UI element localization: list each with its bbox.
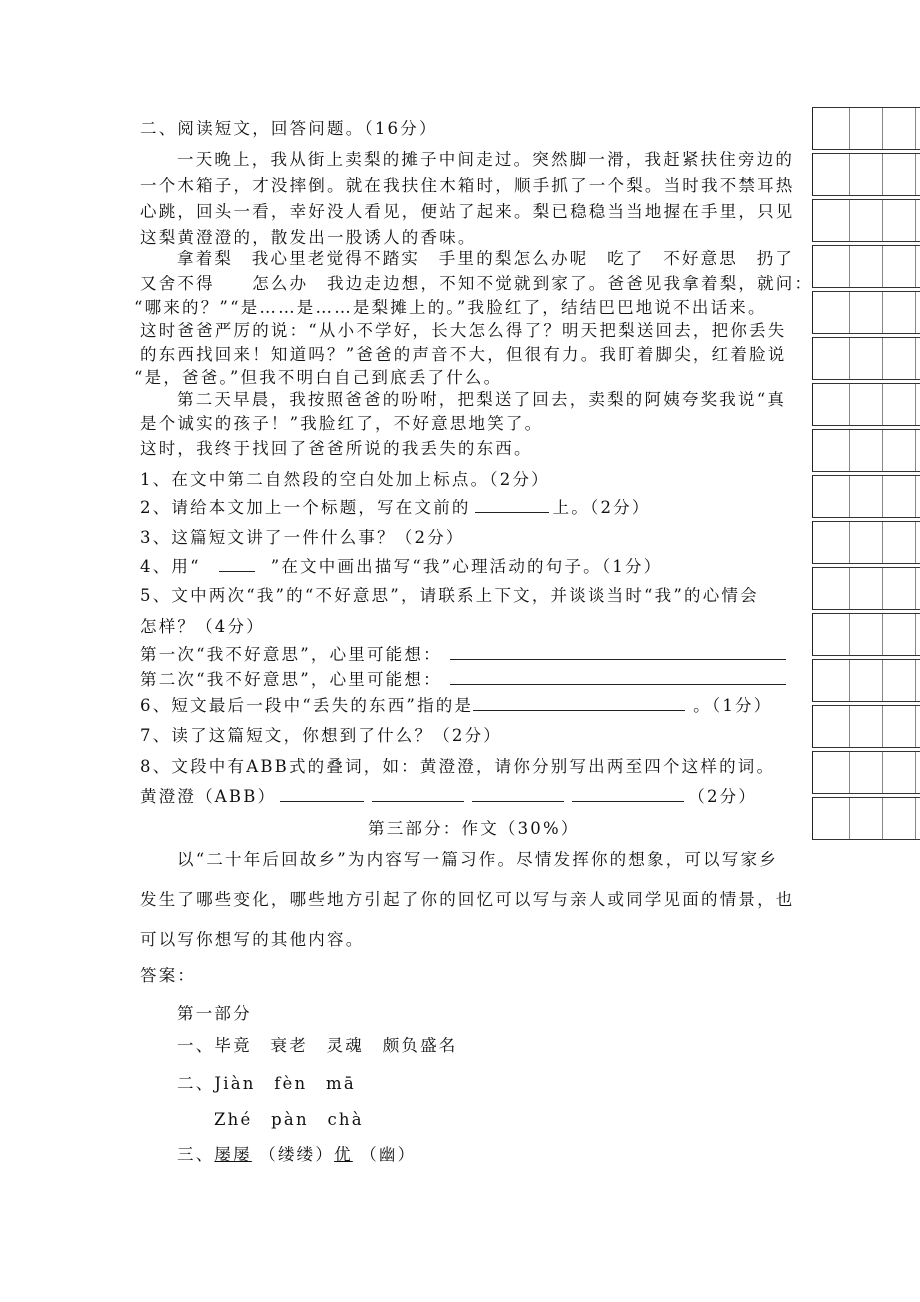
passage-line: 的东西找回来！知道吗？”爸爸的声音不大，但很有力。我盯着脚尖，红着脸说 bbox=[140, 345, 787, 364]
grid-cell-divider bbox=[849, 798, 850, 839]
underline-sample bbox=[219, 557, 255, 572]
answer-3-prefix: 三、 bbox=[177, 1145, 215, 1164]
section3-heading: 第三部分：作文（30%） bbox=[368, 819, 580, 838]
grid-row bbox=[812, 705, 920, 748]
grid-cell-divider bbox=[849, 568, 850, 609]
grid-cell-divider bbox=[882, 798, 883, 839]
essay-prompt-line: 可以写你想写的其他内容。 bbox=[140, 930, 365, 949]
grid-cell-divider bbox=[915, 660, 916, 701]
question-2 bbox=[140, 498, 651, 518]
grid-cell-divider bbox=[915, 292, 916, 333]
answer-3-correction1: （缕缕） bbox=[259, 1145, 335, 1164]
lost-thing-blank[interactable] bbox=[473, 696, 685, 711]
answer-3 bbox=[177, 1145, 416, 1165]
answers-label: 答案： bbox=[140, 966, 197, 985]
passage-line: 是个诚实的孩子！”我脸红了，不好意思地笑了。 bbox=[140, 414, 544, 433]
question-5-cont: 怎样？（4分） bbox=[140, 617, 265, 636]
grid-cell-divider bbox=[849, 706, 850, 747]
grid-row bbox=[812, 429, 920, 472]
passage-line: 这梨黄澄澄的，散发出一股诱人的香味。 bbox=[140, 228, 477, 247]
grid-cell-divider bbox=[882, 384, 883, 425]
abb-example: 黄澄澄（ABB） bbox=[140, 787, 277, 806]
passage-line: 第二天早晨，我按照爸爸的吩咐，把梨送了回去，卖梨的阿姨夸奖我说“真 bbox=[177, 390, 787, 409]
first-label: 第一次“我不好意思”，心里可能想： bbox=[140, 645, 442, 664]
grid-row bbox=[812, 107, 920, 150]
grid-row bbox=[812, 521, 920, 564]
grid-cell-divider bbox=[915, 200, 916, 241]
abb-score: （2分） bbox=[688, 787, 758, 806]
question-6-text: 6、短文最后一段中“丢失的东西”指的是 bbox=[140, 696, 474, 715]
grid-cell-divider bbox=[882, 108, 883, 149]
grid-cell-divider bbox=[915, 752, 916, 793]
essay-prompt-line: 发生了哪些变化，哪些地方引起了你的回忆可以写与亲人或同学见面的情景，也 bbox=[140, 890, 795, 909]
grid-cell-divider bbox=[849, 338, 850, 379]
grid-row bbox=[812, 613, 920, 656]
grid-cell-divider bbox=[849, 476, 850, 517]
answer-1: 一、毕竟 衰老 灵魂 颇负盛名 bbox=[177, 1036, 458, 1055]
question-5: 5、文中两次“我”的“不好意思”，请联系上下文，并谈谈当时“我”的心情会 bbox=[140, 586, 759, 605]
answers-part1: 第一部分 bbox=[177, 1004, 252, 1023]
grid-cell-divider bbox=[915, 384, 916, 425]
grid-cell-divider bbox=[849, 752, 850, 793]
grid-cell-divider bbox=[849, 430, 850, 471]
question-1: 1、在文中第二自然段的空白处加上标点。（2分） bbox=[140, 470, 550, 489]
grid-cell-divider bbox=[915, 154, 916, 195]
grid-cell-divider bbox=[915, 522, 916, 563]
grid-cell-divider bbox=[849, 154, 850, 195]
grid-cell-divider bbox=[849, 522, 850, 563]
grid-row bbox=[812, 751, 920, 794]
grid-cell-divider bbox=[915, 476, 916, 517]
essay-prompt-line: 以“二十年后回故乡”为内容写一篇习作。尽情发挥你的想象，可以写家乡 bbox=[177, 850, 778, 869]
grid-cell-divider bbox=[915, 430, 916, 471]
grid-cell-divider bbox=[915, 798, 916, 839]
grid-row bbox=[812, 153, 920, 196]
grid-cell-divider bbox=[849, 384, 850, 425]
question-4-text: 4、用“ bbox=[140, 557, 201, 576]
passage-line: 这时，我终于找回了爸爸所说的我丢失的东西。 bbox=[140, 439, 533, 458]
grid-cell-divider bbox=[882, 568, 883, 609]
grid-cell-divider bbox=[915, 568, 916, 609]
section2-heading: 二、阅读短文，回答问题。（16分） bbox=[140, 119, 438, 138]
grid-cell-divider bbox=[882, 752, 883, 793]
question-2-text: 2、请给本文加上一个标题，写在文前的 bbox=[140, 498, 471, 517]
passage-line: 心跳，回头一看，幸好没人看见，便站了起来。梨已稳稳当当地握在手里，只见 bbox=[140, 202, 795, 221]
question-2-tail: 上。（2分） bbox=[552, 498, 651, 517]
abb-blank-1[interactable] bbox=[280, 787, 364, 802]
grid-cell-divider bbox=[915, 614, 916, 655]
grid-row bbox=[812, 383, 920, 426]
question-7: 7、读了这篇短文，你想到了什么？（2分） bbox=[140, 726, 502, 745]
grid-row bbox=[812, 797, 920, 840]
grid-cell-divider bbox=[849, 200, 850, 241]
grid-cell-divider bbox=[882, 338, 883, 379]
grid-cell-divider bbox=[882, 246, 883, 287]
grid-cell-divider bbox=[849, 108, 850, 149]
passage-line: 一个木箱子，才没摔倒。就在我扶住木箱时，顺手抓了一个梨。当时我不禁耳热 bbox=[140, 176, 795, 195]
grid-row bbox=[812, 337, 920, 380]
question-4-tail: ”在文中画出描写“我”心理活动的句子。（1分） bbox=[270, 557, 663, 576]
grid-cell-divider bbox=[882, 292, 883, 333]
grid-cell-divider bbox=[882, 476, 883, 517]
question-6 bbox=[140, 696, 772, 716]
grid-cell-divider bbox=[849, 292, 850, 333]
answer-2-line1: 二、Jiàn fèn mā bbox=[177, 1074, 356, 1093]
second-answer-blank[interactable] bbox=[450, 670, 786, 685]
grid-cell-divider bbox=[882, 430, 883, 471]
grid-cell-divider bbox=[849, 246, 850, 287]
passage-line: 这时爸爸严厉的说：“从小不学好，长大怎么得了？明天把梨送回去，把你丢失 bbox=[140, 321, 787, 340]
passage-line: 又舍不得 怎么办 我边走边想，不知不觉就到家了。爸爸见我拿着梨，就问： bbox=[140, 274, 814, 293]
question-4 bbox=[140, 557, 662, 577]
grid-cell-divider bbox=[882, 200, 883, 241]
passage-line: 一天晚上，我从街上卖梨的摊子中间走过。突然脚一滑，我赶紧扶住旁边的 bbox=[177, 150, 795, 169]
answer-3-word2: 优 bbox=[334, 1145, 353, 1164]
grid-row bbox=[812, 245, 920, 288]
grid-cell-divider bbox=[882, 660, 883, 701]
question-6-tail: 。（1分） bbox=[693, 696, 773, 715]
grid-cell-divider bbox=[882, 154, 883, 195]
grid-cell-divider bbox=[849, 660, 850, 701]
answer-grid bbox=[812, 107, 920, 843]
grid-cell-divider bbox=[849, 614, 850, 655]
question-8: 8、文段中有ABB式的叠词，如：黄澄澄，请你分别写出两至四个这样的词。 bbox=[140, 757, 776, 776]
grid-cell-divider bbox=[882, 522, 883, 563]
passage-line: “是，爸爸。”但我不明白自己到底丢了什么。 bbox=[134, 368, 503, 387]
second-label: 第二次“我不好意思”，心里可能想： bbox=[140, 670, 442, 689]
question-8-answer bbox=[140, 787, 757, 807]
answer-3-correction2: （幽） bbox=[360, 1145, 417, 1164]
grid-cell-divider bbox=[882, 706, 883, 747]
question-5-second bbox=[140, 670, 790, 690]
grid-row bbox=[812, 567, 920, 610]
answer-2-line2: Zhé pàn chà bbox=[214, 1110, 364, 1129]
grid-row bbox=[812, 199, 920, 242]
passage-line: 拿着梨 我心里老觉得不踏实 手里的梨怎么办呢 吃了 不好意思 扔了 bbox=[177, 249, 795, 268]
grid-row bbox=[812, 659, 920, 702]
grid-cell-divider bbox=[915, 338, 916, 379]
title-blank[interactable] bbox=[475, 498, 549, 513]
grid-row bbox=[812, 291, 920, 334]
grid-cell-divider bbox=[915, 246, 916, 287]
grid-cell-divider bbox=[915, 706, 916, 747]
answer-3-word1: 屡屡 bbox=[214, 1145, 252, 1164]
grid-cell-divider bbox=[882, 614, 883, 655]
passage-line: “哪来的？”“是……是……是梨摊上的。”我脸红了，结结巴巴地说不出话来。 bbox=[134, 298, 767, 317]
question-3: 3、这篇短文讲了一件什么事？（2分） bbox=[140, 528, 465, 547]
grid-cell-divider bbox=[915, 108, 916, 149]
abb-blank-3[interactable] bbox=[472, 787, 564, 802]
question-5-first bbox=[140, 645, 790, 665]
first-answer-blank[interactable] bbox=[450, 645, 786, 660]
abb-blank-4[interactable] bbox=[572, 787, 684, 802]
abb-blank-2[interactable] bbox=[372, 787, 464, 802]
grid-row bbox=[812, 475, 920, 518]
